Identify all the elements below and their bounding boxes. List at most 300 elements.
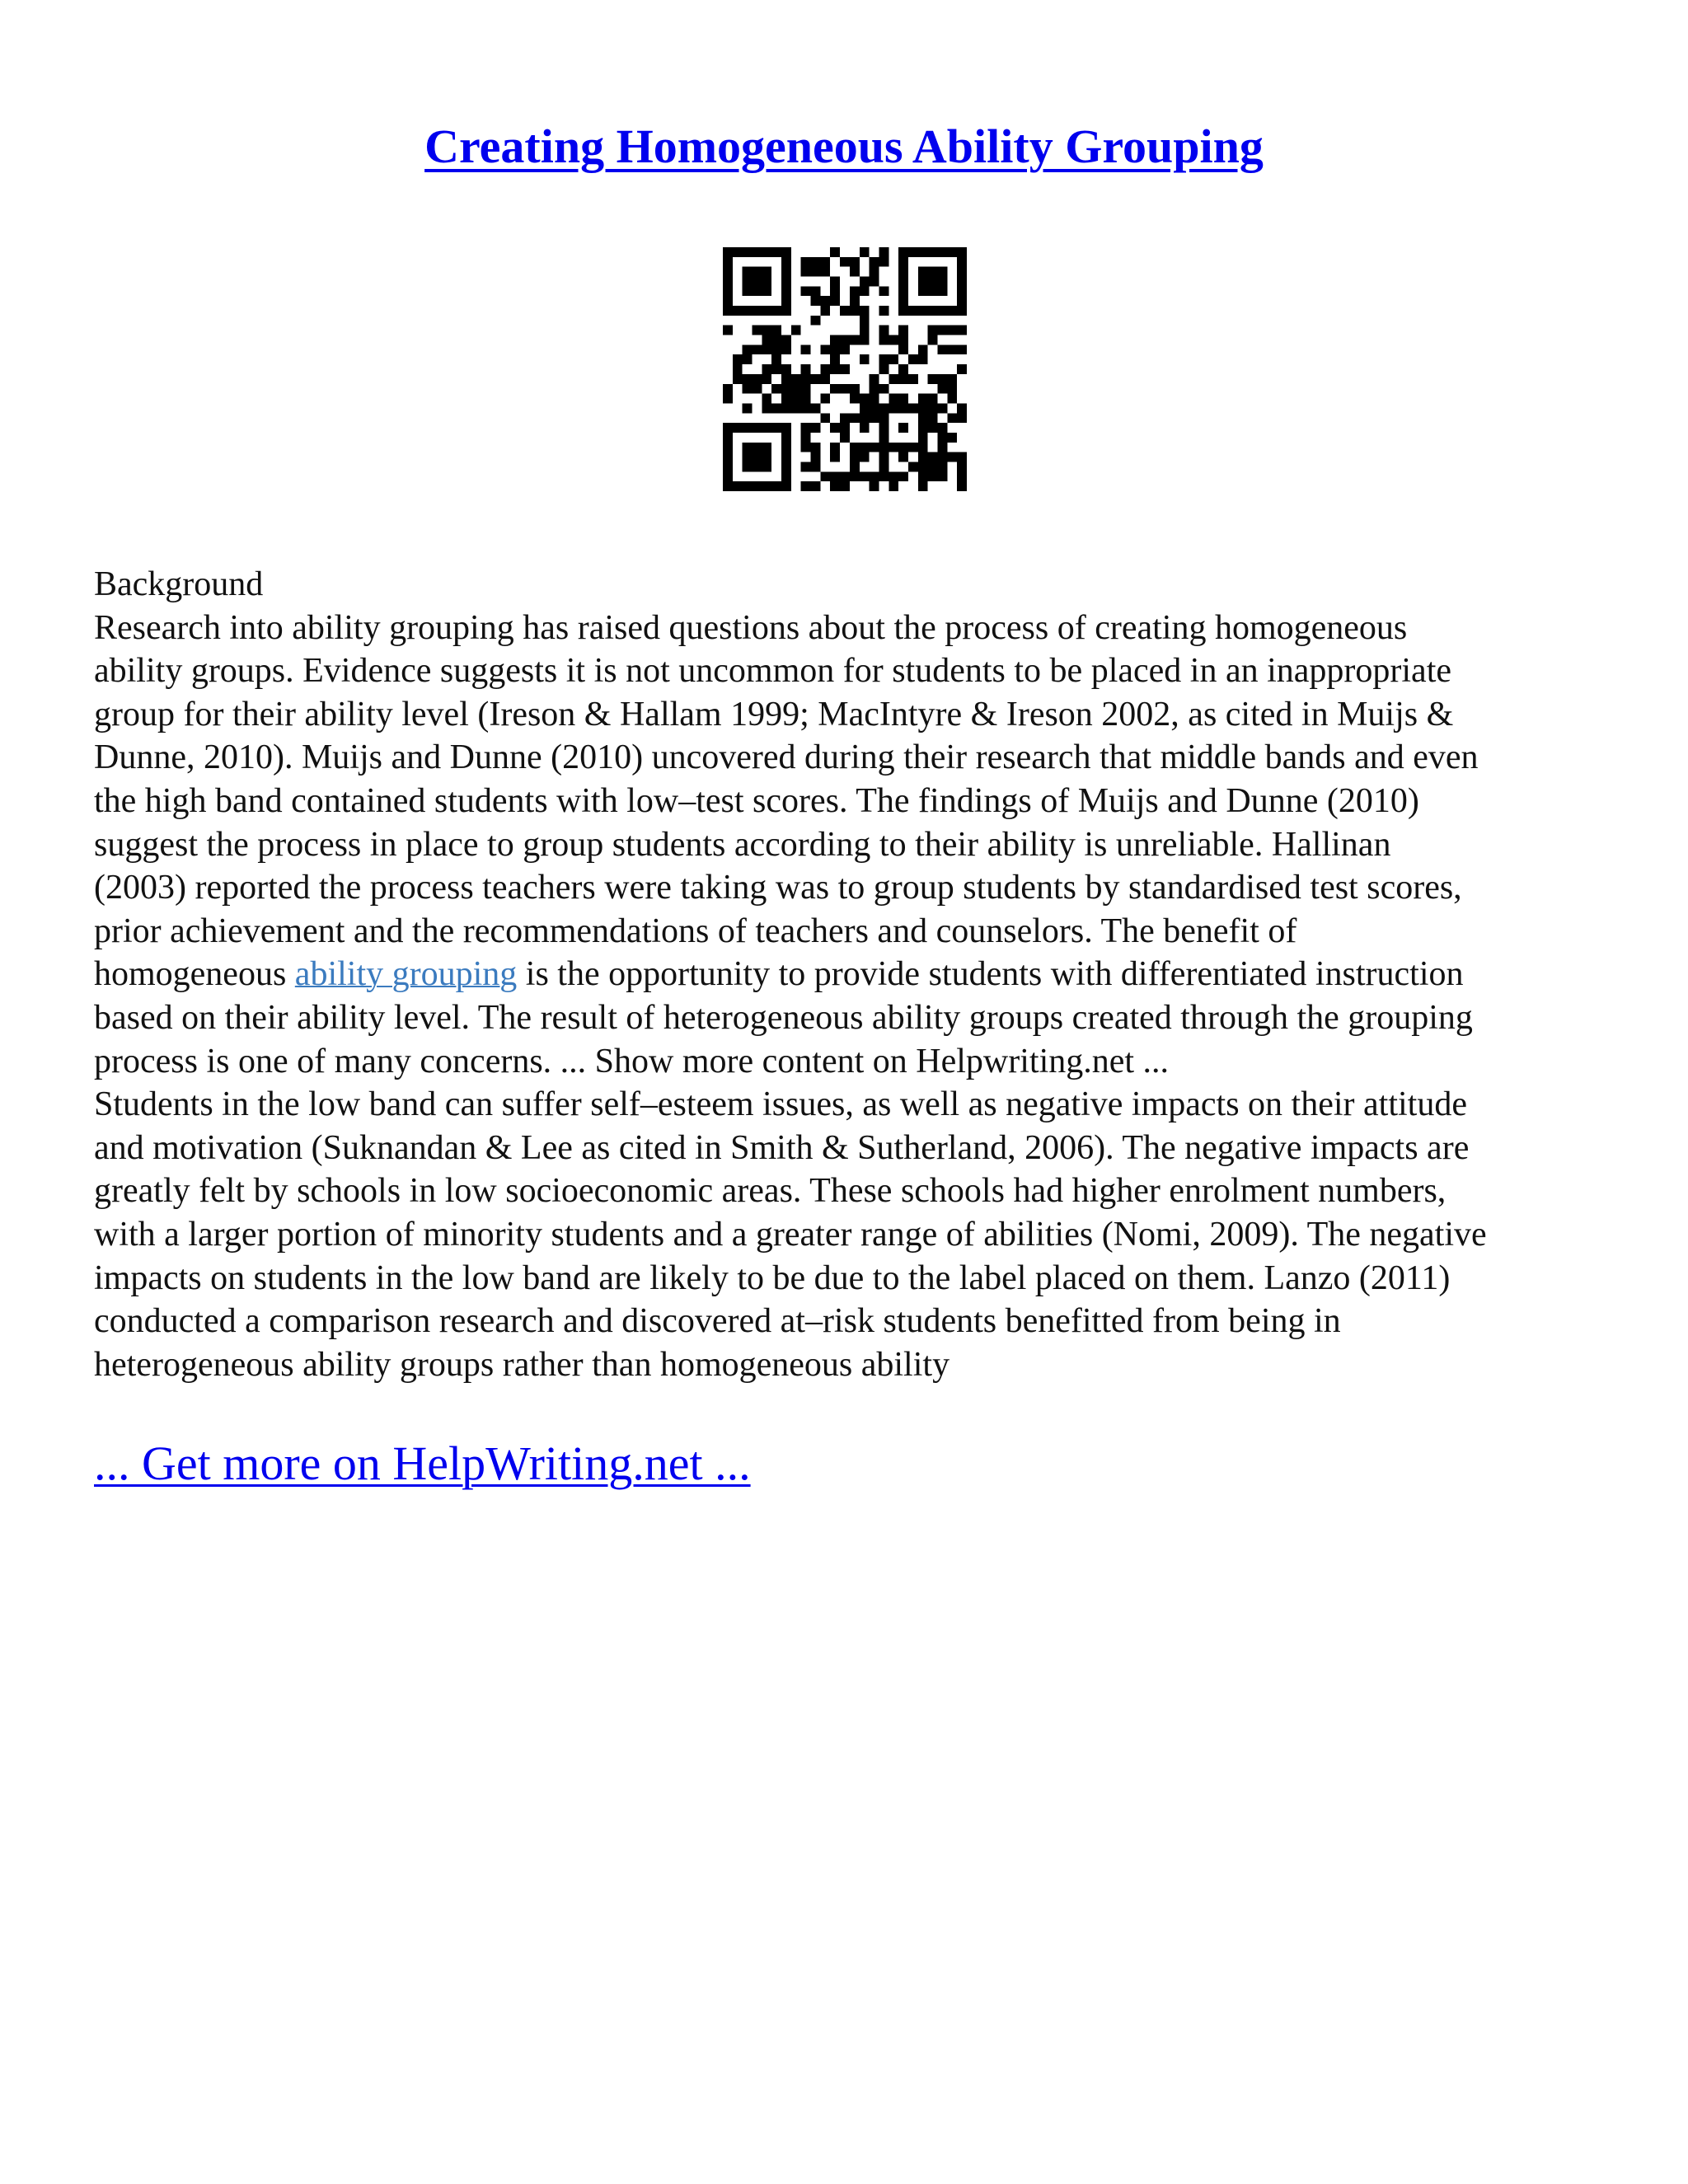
qr-module [870, 267, 879, 277]
qr-module [947, 394, 957, 404]
paragraph2-line: with a larger portion of minority students and a greater range of abilities (Nomi, 2009). The negative [94, 1215, 1487, 1254]
qr-module [937, 277, 947, 287]
qr-module [850, 413, 860, 423]
qr-module [840, 433, 850, 443]
qr-module [918, 413, 928, 423]
qr-module [840, 481, 850, 491]
qr-module [801, 257, 811, 267]
qr-module [957, 452, 967, 462]
qr-module [733, 306, 743, 316]
qr-module [937, 403, 947, 413]
qr-module [879, 354, 889, 364]
qr-module [733, 364, 743, 374]
qr-module [879, 413, 889, 423]
qr-module [937, 247, 947, 257]
qr-module [957, 413, 967, 423]
qr-module [781, 296, 791, 306]
qr-module [753, 423, 762, 433]
qr-module [723, 452, 733, 462]
qr-module [733, 247, 743, 257]
qr-module [801, 374, 811, 384]
qr-module [771, 423, 781, 433]
qr-module [762, 394, 771, 404]
qr-module [723, 247, 733, 257]
qr-module [937, 452, 947, 462]
qr-module [860, 247, 870, 257]
qr-module [860, 277, 870, 287]
qr-module [928, 413, 938, 423]
qr-module [879, 403, 889, 413]
qr-module [811, 423, 821, 433]
qr-module [860, 354, 870, 364]
qr-module [811, 286, 821, 296]
qr-module [840, 423, 850, 433]
qr-module [723, 462, 733, 471]
qr-module [918, 471, 928, 481]
qr-module [870, 257, 879, 267]
qr-module [918, 462, 928, 471]
qr-module [820, 296, 830, 306]
qr-module [733, 423, 743, 433]
qr-module [879, 443, 889, 452]
qr-module [771, 384, 781, 394]
qr-module [743, 423, 753, 433]
paragraph1-line: group for their ability level (Ireson & Hallam 1999; MacIntyre & Ireson 2002, as cited in Muijs & [94, 695, 1454, 733]
qr-module [830, 277, 840, 287]
qr-module [928, 394, 938, 404]
qr-module [781, 257, 791, 267]
qr-module [771, 247, 781, 257]
qr-module [781, 462, 791, 471]
qr-module [762, 344, 771, 354]
qr-module [830, 443, 840, 452]
qr-module [723, 277, 733, 287]
qr-module [762, 247, 771, 257]
qr-module [781, 452, 791, 462]
qr-module [879, 452, 889, 462]
qr-module [957, 462, 967, 471]
qr-module [898, 443, 908, 452]
qr-module [957, 306, 967, 316]
qr-module [850, 443, 860, 452]
qr-module [830, 452, 840, 462]
qr-module [918, 277, 928, 287]
qr-module [898, 423, 908, 433]
qr-module [870, 403, 879, 413]
qr-module [743, 374, 753, 384]
qr-module [879, 286, 889, 296]
qr-module [889, 374, 898, 384]
qr-module [820, 257, 830, 267]
qr-module [937, 267, 947, 277]
qr-module [840, 257, 850, 267]
qr-module [743, 286, 753, 296]
qr-module [723, 384, 733, 394]
qr-module [840, 344, 850, 354]
qr-module [820, 364, 830, 374]
qr-module [928, 452, 938, 462]
qr-module [801, 364, 811, 374]
qr-module [850, 452, 860, 462]
qr-module [801, 462, 811, 471]
qr-module [820, 374, 830, 384]
qr-module [957, 286, 967, 296]
qr-module [811, 403, 821, 413]
qr-module [937, 462, 947, 471]
paragraph1-line-with-link [94, 953, 1602, 996]
qr-module [898, 344, 908, 354]
paragraph1-line: Dunne, 2010). Muijs and Dunne (2010) uncovered during their research that middle bands and even [94, 738, 1479, 777]
paragraph2-line: greatly felt by schools in low socioeconomic areas. These schools had higher enrolment numbers, [94, 1172, 1447, 1211]
qr-module [723, 296, 733, 306]
qr-module [762, 374, 771, 384]
qr-module [928, 403, 938, 413]
qr-module [879, 257, 889, 267]
qr-module [840, 384, 850, 394]
qr-module [791, 374, 801, 384]
qr-module [753, 277, 762, 287]
qr-module [781, 443, 791, 452]
qr-module [801, 423, 811, 433]
qr-module [957, 247, 967, 257]
qr-module [820, 471, 830, 481]
qr-module [791, 394, 801, 404]
qr-module [820, 306, 830, 316]
qr-module [879, 306, 889, 316]
qr-module [928, 326, 938, 335]
qr-module [898, 277, 908, 287]
qr-module [743, 384, 753, 394]
qr-module [811, 462, 821, 471]
qr-module [781, 433, 791, 443]
qr-module [801, 433, 811, 443]
qr-module [801, 403, 811, 413]
qr-module [811, 481, 821, 491]
qr-module [723, 443, 733, 452]
qr-module [781, 403, 791, 413]
qr-module [762, 267, 771, 277]
qr-module [743, 306, 753, 316]
paragraph2-line: Students in the low band can suffer self–esteem issues, as well as negative impacts on their attitude [94, 1085, 1467, 1124]
qr-code-graphic [723, 247, 967, 491]
qr-module [811, 452, 821, 462]
qr-module [771, 403, 781, 413]
qr-module [937, 423, 947, 433]
qr-module [898, 247, 908, 257]
qr-module [889, 354, 898, 364]
qr-module [918, 267, 928, 277]
qr-module [781, 423, 791, 433]
qr-module [743, 354, 753, 364]
qr-module [781, 335, 791, 345]
qr-module [753, 462, 762, 471]
qr-module [918, 286, 928, 296]
qr-module [937, 306, 947, 316]
qr-module [898, 471, 908, 481]
qr-module [870, 384, 879, 394]
qr-module [918, 394, 928, 404]
qr-module [820, 267, 830, 277]
qr-module [918, 443, 928, 452]
qr-module [791, 384, 801, 394]
qr-module [918, 423, 928, 433]
qr-module [771, 364, 781, 374]
line-text-before-link: homogeneous [94, 955, 295, 994]
qr-module [762, 306, 771, 316]
qr-module [743, 247, 753, 257]
qr-module [743, 452, 753, 462]
qr-module [771, 344, 781, 354]
qr-module [743, 277, 753, 287]
qr-module [947, 452, 957, 462]
qr-module [771, 481, 781, 491]
qr-module [928, 306, 938, 316]
qr-module [879, 433, 889, 443]
qr-module [947, 344, 957, 354]
qr-module [811, 267, 821, 277]
qr-module [850, 267, 860, 277]
qr-module [850, 296, 860, 306]
qr-module [928, 286, 938, 296]
qr-module [753, 374, 762, 384]
qr-module [870, 481, 879, 491]
qr-module [801, 481, 811, 491]
qr-module [957, 267, 967, 277]
qr-module [918, 344, 928, 354]
qr-module [918, 452, 928, 462]
qr-module [723, 481, 733, 491]
qr-module [743, 481, 753, 491]
qr-module [753, 384, 762, 394]
qr-module [762, 443, 771, 452]
qr-module [898, 296, 908, 306]
qr-module [781, 247, 791, 257]
qr-module [918, 403, 928, 413]
qr-module [820, 394, 830, 404]
qr-module [860, 452, 870, 462]
qr-module [850, 257, 860, 267]
qr-module [830, 471, 840, 481]
qr-module [753, 247, 762, 257]
qr-module [860, 394, 870, 404]
qr-module [908, 354, 918, 364]
qr-module [781, 384, 791, 394]
qr-module [928, 374, 938, 384]
qr-module [870, 394, 879, 404]
qr-module [850, 394, 860, 404]
qr-module [889, 471, 898, 481]
qr-module [753, 443, 762, 452]
qr-module [908, 462, 918, 471]
qr-module [762, 462, 771, 471]
qr-module [898, 452, 908, 462]
qr-module [937, 384, 947, 394]
qr-module [860, 413, 870, 423]
qr-module [860, 286, 870, 296]
qr-module [957, 471, 967, 481]
qr-module [830, 335, 840, 345]
qr-module [918, 306, 928, 316]
qr-module [947, 374, 957, 384]
qr-module [918, 433, 928, 443]
qr-module [889, 335, 898, 345]
qr-module [733, 374, 743, 384]
qr-module [937, 326, 947, 335]
qr-module [781, 471, 791, 481]
qr-module [830, 354, 840, 364]
qr-module [889, 403, 898, 413]
qr-module [762, 452, 771, 462]
qr-module [781, 286, 791, 296]
qr-module [801, 286, 811, 296]
qr-module [908, 443, 918, 452]
qr-module [928, 423, 938, 433]
qr-module [870, 277, 879, 287]
qr-module [830, 384, 840, 394]
qr-module [753, 286, 762, 296]
qr-module [879, 335, 889, 345]
qr-module [898, 286, 908, 296]
qr-module [781, 374, 791, 384]
qr-module [743, 344, 753, 354]
qr-module [860, 316, 870, 326]
qr-module [811, 296, 821, 306]
qr-module [937, 374, 947, 384]
qr-module [870, 374, 879, 384]
qr-module [928, 247, 938, 257]
qr-module [937, 471, 947, 481]
qr-module [830, 286, 840, 296]
qr-module [811, 257, 821, 267]
qr-module [879, 462, 889, 471]
qr-module [723, 286, 733, 296]
qr-module [870, 413, 879, 423]
qr-module [947, 306, 957, 316]
qr-module [918, 481, 928, 491]
qr-module [860, 306, 870, 316]
qr-module [753, 326, 762, 335]
ability-grouping-link[interactable]: ability grouping [294, 955, 518, 994]
qr-module [723, 257, 733, 267]
qr-module [889, 443, 898, 452]
paragraph2-line: impacts on students in the low band are likely to be due to the label placed on them. Lanzo (2011) [94, 1258, 1451, 1297]
qr-module [840, 471, 850, 481]
qr-module [781, 364, 791, 374]
qr-module [947, 433, 957, 443]
document-title[interactable]: Creating Homogeneous Ability Grouping [424, 120, 1264, 173]
qr-module [840, 413, 850, 423]
qr-module [753, 306, 762, 316]
qr-module [733, 481, 743, 491]
paragraph1-line: (2003) reported the process teachers were taking was to group students by standardised test scores, [94, 869, 1462, 907]
qr-module [762, 335, 771, 345]
qr-module [879, 384, 889, 394]
qr-module [801, 344, 811, 354]
article-body [94, 563, 1602, 1386]
qr-module [830, 344, 840, 354]
qr-module [928, 277, 938, 287]
qr-module [801, 267, 811, 277]
qr-module [918, 354, 928, 364]
qr-module [850, 462, 860, 471]
paragraph1-line: suggest the process in place to group students according to their ability is unreliable. Hallinan [94, 825, 1391, 864]
qr-module [781, 306, 791, 316]
qr-module [753, 481, 762, 491]
qr-module [762, 277, 771, 287]
qr-module [753, 344, 762, 354]
qr-module [928, 335, 938, 345]
qr-module [860, 335, 870, 345]
qr-module [928, 462, 938, 471]
qr-module [898, 364, 908, 374]
qr-module [957, 364, 967, 374]
qr-module [723, 471, 733, 481]
qr-module [830, 364, 840, 374]
qr-module [937, 344, 947, 354]
qr-module [811, 316, 821, 326]
qr-module [860, 471, 870, 481]
qr-module [753, 452, 762, 462]
qr-module [743, 403, 753, 413]
qr-module [879, 471, 889, 481]
qr-module [879, 423, 889, 433]
get-more-link[interactable]: ... Get more on HelpWriting.net ... [94, 1436, 751, 1490]
paragraph1-line: based on their ability level. The result of heterogeneous ability groups created through the grouping [94, 998, 1473, 1037]
qr-module [908, 247, 918, 257]
qr-module [898, 267, 908, 277]
qr-module [723, 306, 733, 316]
line-text-after-link: is the opportunity to provide students with differentiated instruction [517, 955, 1464, 994]
qr-module [850, 384, 860, 394]
qr-module [957, 326, 967, 335]
qr-module [957, 277, 967, 287]
qr-module [870, 443, 879, 452]
qr-module [801, 443, 811, 452]
qr-module [771, 354, 781, 364]
qr-module [840, 364, 850, 374]
qr-module [860, 326, 870, 335]
qr-module [850, 306, 860, 316]
qr-module [723, 423, 733, 433]
qr-module [753, 267, 762, 277]
qr-module [830, 247, 840, 257]
qr-module [947, 384, 957, 394]
qr-module [781, 394, 791, 404]
qr-module [743, 443, 753, 452]
qr-module [830, 481, 840, 491]
qr-module [957, 481, 967, 491]
qr-module [898, 326, 908, 335]
qr-module [850, 471, 860, 481]
qr-module [860, 423, 870, 433]
qr-module [771, 326, 781, 335]
paragraph2-line: heterogeneous ability groups rather than homogeneous ability [94, 1345, 950, 1384]
qr-module [791, 403, 801, 413]
qr-module [928, 471, 938, 481]
qr-module [820, 344, 830, 354]
qr-module [957, 296, 967, 306]
qr-module [733, 354, 743, 364]
qr-module [771, 306, 781, 316]
qr-module [879, 247, 889, 257]
qr-module [860, 443, 870, 452]
qr-code-icon [723, 247, 967, 491]
qr-module [898, 403, 908, 413]
qr-module [762, 481, 771, 491]
qr-module [947, 326, 957, 335]
qr-module [781, 277, 791, 287]
qr-module [811, 374, 821, 384]
